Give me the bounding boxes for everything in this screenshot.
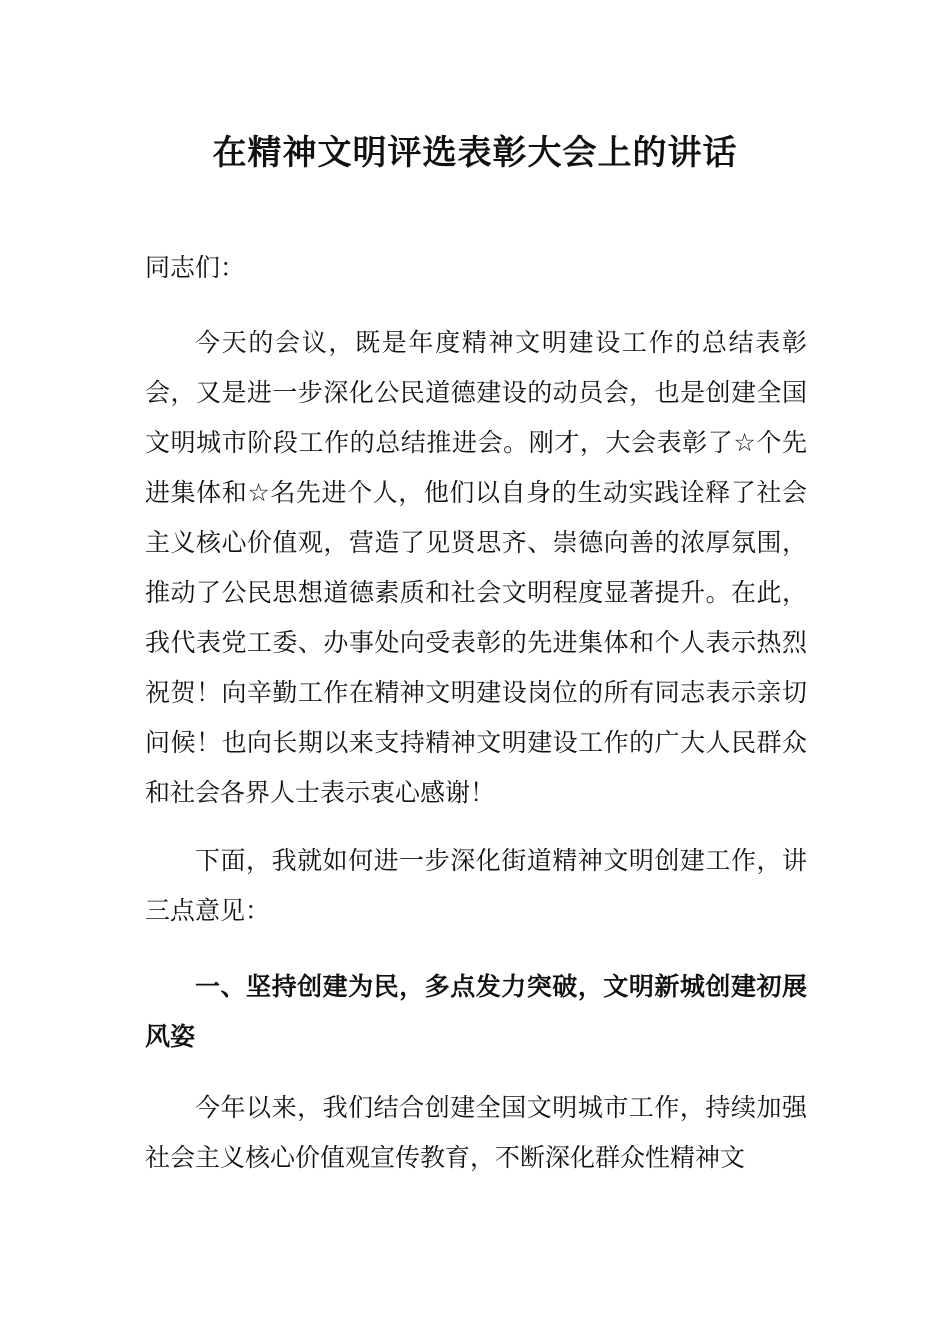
paragraph-intro: 今天的会议，既是年度精神文明建设工作的总结表彰会，又是进一步深化公民道德建设的动员会，也是创建全国文明城市阶段工作的总结推进会。刚才，大会表彰了☆个先进集体和☆名先进个人，他们以自身的生动实践诠释了社会主义核心价值观，营造了见贤思齐、崇德向善的浓厚氛围，推动了公民思想道德素质和社会文明程度显著提升。在此，我代表党工委、办事处向受表彰的先进集体和个人表示热烈祝贺！向辛勤工作在精神文明建设岗位的所有同志表示亲切问候！也向长期以来支持精神文明建设工作的广大人民群众和社会各界人士表示衷心感谢！ <box>145 328 807 807</box>
paragraph-transition: 下面，我就如何进一步深化街道精神文明创建工作，讲三点意见： <box>145 846 807 925</box>
section-heading-1: 一、坚持创建为民，多点发力突破，文明新城创建初展风姿 <box>145 972 807 1051</box>
document-title: 在精神文明评选表彰大会上的讲话 <box>212 133 738 173</box>
paragraph-section-1: 今年以来，我们结合创建全国文明城市工作，持续加强社会主义核心价值观宣传教育，不断深化群众性精神文 <box>145 1093 807 1172</box>
salutation: 同志们： <box>145 253 246 282</box>
